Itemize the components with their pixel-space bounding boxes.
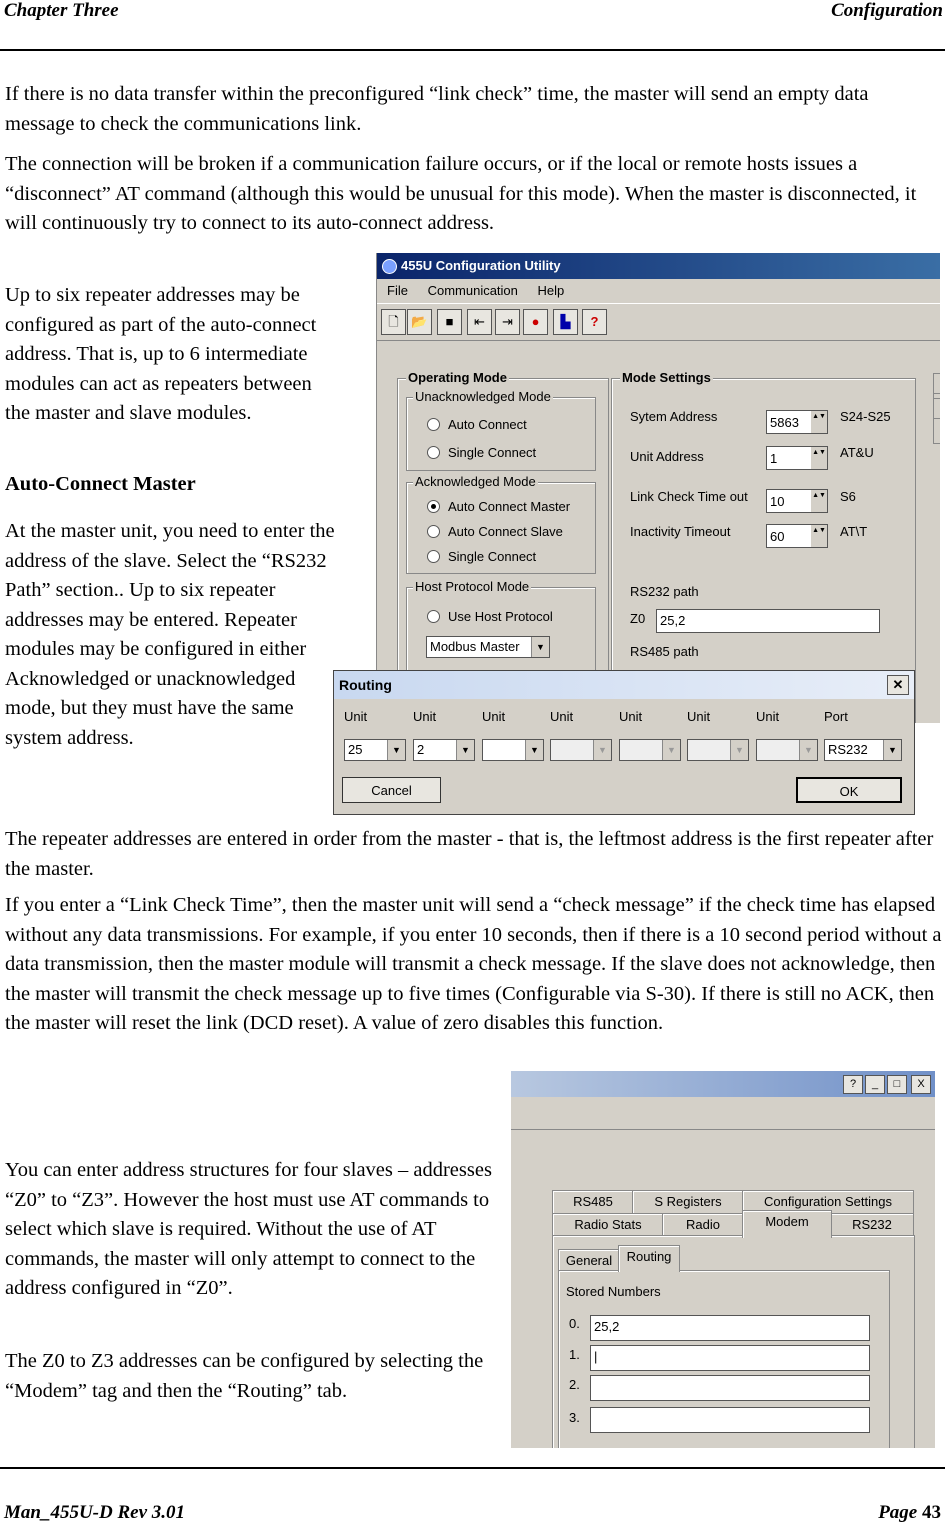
stored-number-2-field[interactable] [590, 1375, 870, 1401]
close-button[interactable]: X [911, 1075, 931, 1094]
radio-unack-single-connect[interactable]: Single Connect [427, 445, 536, 460]
stop-icon[interactable]: ● [523, 309, 548, 335]
radio-ack-auto-connect-master[interactable]: Auto Connect Master [427, 499, 570, 514]
route-col-1-label: Unit [344, 709, 368, 724]
tab-radio[interactable]: Radio [662, 1213, 744, 1236]
route-unit-4-combo[interactable] [550, 739, 612, 761]
menu-bar [377, 279, 940, 303]
route-unit-5-combo[interactable] [619, 739, 681, 761]
paragraph-z0-z3: The Z0 to Z3 addresses can be configured by selecting the “Modem” tag and then the “Routing” tab. [5, 1350, 484, 1402]
host-protocol-combo[interactable]: Modbus Master ▼ [426, 636, 550, 658]
tab-rs232[interactable]: RS232 [830, 1213, 914, 1236]
link-check-spinner[interactable]: 10 ▲▼ [766, 489, 828, 513]
radio-use-host-protocol[interactable]: Use Host Protocol [427, 609, 553, 624]
footer-rule [0, 1467, 945, 1469]
paragraph-repeaters: Up to six repeater addresses may be configured as part of the auto-connect address. That is, up to 6 intermediate modules can act as repeaters between the master and slave modules. [5, 284, 317, 424]
app-icon [382, 259, 397, 274]
paragraph-disconnect: The connection will be broken if a communication failure occurs, or if the local or remote hosts issues a “disconnect” AT command (although this would be unusual for this mode). When the master is disconnected, it will continuously try to connect to its auto-connect address. [5, 153, 917, 234]
host-protocol-label: Host Protocol Mode [415, 579, 530, 594]
z0-path-field[interactable]: 25,2 [656, 609, 880, 633]
paragraph-link-check-time: If you enter a “Link Check Time”, then the master unit will send a “check message” if the check time has elapsed without any data transmissions. For example, if you enter 10 seconds, then if there is a 10 second period without a data transmission, then the master module will transmit a check message. If the slave does not acknowledge, then the master will transmit the check message up to five times (Configurable via S-30). If there is still no ACK, then the master will reset the link (DCD reset). A value of zero disables this function. [5, 894, 942, 1034]
system-address-register: S24-S25 [840, 409, 891, 424]
route-col-2-label: Unit [413, 709, 437, 724]
header-rule [0, 49, 945, 51]
close-icon[interactable]: ✕ [887, 675, 909, 695]
stored-number-0-index: 0. [569, 1316, 580, 1331]
help-button[interactable]: ? [843, 1075, 863, 1094]
subtab-routing[interactable]: Routing [618, 1245, 680, 1272]
operating-mode-label: Operating Mode [408, 370, 507, 385]
z0-label: Z0 [630, 611, 646, 626]
subtab-general[interactable]: General [558, 1249, 620, 1272]
route-unit-3-combo[interactable] [482, 739, 544, 761]
paragraph-master-unit: At the master unit, you need to enter the address of the slave. Select the “RS232 Path” section.. Up to six repeater addresses may be entered. Repeater modules may be configured in either Acknowledged or unacknowledged mode, but they must have the same system address. [5, 520, 335, 749]
inactivity-timeout-spinner[interactable]: 60 ▲▼ [766, 524, 828, 548]
route-col-5-label: Unit [619, 709, 643, 724]
write-icon[interactable]: ⇥ [495, 309, 520, 335]
rs232-path-label: RS232 path [630, 584, 699, 599]
route-port-combo[interactable]: RS232 ▼ [824, 739, 902, 761]
page-header [4, 0, 943, 26]
tab-rs485[interactable]: RS485 [552, 1190, 634, 1213]
heading-auto-connect-master: Auto-Connect Master [5, 473, 196, 495]
unit-address-spinner[interactable]: 1 ▲▼ [766, 446, 828, 470]
stored-number-1-index: 1. [569, 1347, 580, 1362]
route-unit-2-combo[interactable]: 2 ▼ [413, 739, 475, 761]
ack-mode-group [406, 474, 596, 574]
stored-number-2-index: 2. [569, 1377, 580, 1392]
radio-ack-single-connect[interactable]: Single Connect [427, 549, 536, 564]
modem-settings-window [511, 1071, 935, 1448]
cancel-button[interactable]: Cancel [342, 777, 441, 803]
toolbar [377, 303, 940, 341]
tab-modem[interactable]: Modem [742, 1210, 832, 1238]
menu-help[interactable]: Help [537, 283, 565, 298]
link-check-label: Link Check Time out [630, 489, 748, 504]
routing-dialog [333, 670, 915, 815]
modem-titlebar [511, 1071, 935, 1097]
paragraph-slave-addresses: You can enter address structures for four slaves – addresses “Z0” to “Z3”. However the host must use AT commands to select which slave is required. Without the use of AT commands, the master will only attempt to connect to the address configured in “Z0”. [5, 1159, 492, 1299]
radio-ack-auto-connect-slave[interactable]: Auto Connect Slave [427, 524, 563, 539]
stored-number-3-index: 3. [569, 1410, 580, 1425]
ok-button[interactable]: OK [796, 777, 902, 803]
open-icon[interactable]: 📂 [407, 309, 432, 335]
menu-file[interactable]: File [387, 283, 408, 298]
config-utility-window [376, 253, 940, 723]
minimize-button[interactable]: _ [865, 1075, 885, 1094]
divider [511, 1129, 935, 1130]
inactivity-timeout-label: Inactivity Timeout [630, 524, 731, 539]
page-number: Page 43 [878, 1502, 941, 1523]
routing-title: Routing [339, 677, 392, 693]
route-col-3-label: Unit [482, 709, 506, 724]
tab-configuration-settings[interactable]: Configuration Settings [742, 1190, 914, 1213]
unit-address-label: Unit Address [630, 449, 704, 464]
routing-titlebar [334, 671, 914, 699]
read-icon[interactable]: ⇤ [467, 309, 492, 335]
chapter-title: Chapter Three [4, 0, 119, 21]
stored-number-0-field[interactable]: 25,2 [590, 1315, 870, 1341]
route-col-6-label: Unit [687, 709, 711, 724]
radio-unack-auto-connect[interactable]: Auto Connect [427, 417, 527, 432]
route-unit-6-combo[interactable] [687, 739, 749, 761]
chart-icon[interactable]: ▙ [553, 309, 578, 335]
rs485-path-label: RS485 path [630, 644, 699, 659]
save-icon[interactable]: ■ [437, 309, 462, 335]
config-window-title: 455U Configuration Utility [401, 258, 561, 273]
ack-mode-label: Acknowledged Mode [415, 474, 536, 489]
help-icon[interactable]: ? [582, 309, 607, 335]
manual-revision: Man_455U-D Rev 3.01 [4, 1502, 186, 1523]
mode-settings-label: Mode Settings [622, 370, 711, 385]
side-tab [933, 393, 940, 419]
stored-numbers-label: Stored Numbers [566, 1284, 661, 1299]
new-icon[interactable]: 🗋 [381, 309, 406, 335]
unit-address-register: AT&U [840, 445, 874, 460]
paragraph-repeater-order: The repeater addresses are entered in order from the master - that is, the leftmost address is the first repeater after the master. [5, 828, 934, 880]
unack-mode-label: Unacknowledged Mode [415, 389, 551, 404]
stored-number-3-field[interactable] [590, 1407, 870, 1433]
maximize-button[interactable]: □ [887, 1075, 907, 1094]
stored-number-1-field[interactable]: | [590, 1345, 870, 1371]
page-footer [4, 1502, 941, 1524]
route-col-4-label: Unit [550, 709, 574, 724]
paragraph-link-check: If there is no data transfer within the preconfigured “link check” time, the master will send an empty data message to check the communications link. [5, 83, 869, 135]
system-address-label: Sytem Address [630, 409, 718, 424]
side-tab [933, 418, 940, 444]
route-unit-7-combo[interactable] [756, 739, 818, 761]
route-col-7-label: Unit [756, 709, 780, 724]
config-titlebar [377, 253, 940, 279]
route-unit-1-combo[interactable]: 25 ▼ [344, 739, 406, 761]
unack-mode-group [406, 389, 596, 471]
inactivity-timeout-register: AT\T [840, 524, 868, 539]
system-address-spinner[interactable]: 5863 ▲▼ [766, 410, 828, 434]
route-port-label: Port [824, 709, 848, 724]
tab-radio-stats[interactable]: Radio Stats [552, 1213, 664, 1236]
link-check-register: S6 [840, 489, 856, 504]
tab-s-registers[interactable]: S Registers [632, 1190, 744, 1213]
section-title: Configuration [831, 0, 943, 21]
menu-communication[interactable]: Communication [427, 283, 518, 298]
